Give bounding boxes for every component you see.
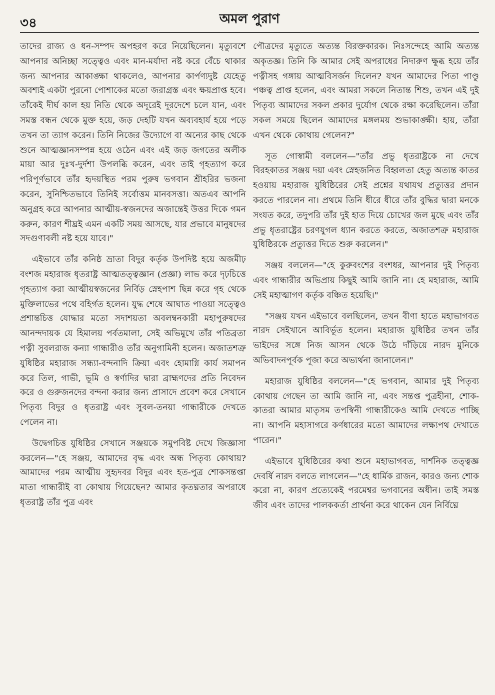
header-rule	[20, 32, 479, 33]
page-header	[20, 8, 479, 34]
paragraph: এইভাবে যুধিষ্ঠিরের কথা শুনে মহাভাগবত, দার্শনিক তত্ত্বজ্ঞ দেবর্ষি নারদ বলতে লাগলেন—"হে ধার্মিক রাজন, কারও জন্য শোক করো না, কারণ প্রত্যেকেই পরমেশ্বর ভগবানের অধীন। তাই সমস্ত জীব এবং তাদের পালককর্তা প্রার্থনা করে থাকেন যেন নির্বিঘ্নে	[253, 456, 479, 512]
right-column	[253, 40, 479, 520]
paragraph: উদ্বেগচিত্ত যুধিষ্ঠির সেখানে সঞ্জয়কে সমুপবিষ্ট দেখে জিজ্ঞাসা করলেন—"হে সঞ্জয়, আমাদের বৃদ্ধ এবং অন্ধ পিতৃব্য কোথায়? আমাদের পরম আত্মীয় সুহৃদবর বিদুর এবং হত-পুত্র শোকসন্তপ্তা মাতা গান্ধারীই বা কোথায় গিয়েছেন? আমার কৃতঘ্নতার অপরাধে ধৃতরাষ্ট্র তাঁর পুত্র এবং	[20, 438, 246, 508]
paragraph: এইভাবে তাঁর কনিষ্ঠ ভ্রাতা বিদুর কর্তৃক উপদিষ্ট হয়ে অজমীঢ় বংশজ মহারাজ ধৃতরাষ্ট্র আত্মতত্ত্বজ্ঞান (প্রজ্ঞা) লাভ করে দৃঢ়চিত্তে গৃহত্যাগ করা আত্মীয়স্বজনের নির্বিড় স্নেহপাশ ছিন্ন করে গৃহ থেকে মুক্তিলাভের পথে বহির্গত হলেন। যুদ্ধ শেষে আঘাত পাওয়া সত্ত্বেও প্রশান্তচিত্ত যোদ্ধার মতো সদাশয়তা অবলম্বনকারী মহাপুরুষদের আনন্দদায়ক যে হিমালয় পর্বতমালা, সেই অভিমুখে তাঁর পতিব্রতা পত্নী সুবলরাজ কন্যা গান্ধারীও তাঁর অনুগামিনী হলেন। অজাতশত্রু যুধিষ্ঠির মহারাজ সন্ধ্যা-বন্দনাদি ক্রিয়া এবং হোমাগ্নি কার্য সমাপন করে তিল, গাভী, ভূমি ও স্বর্ণাদির দ্বারা ব্রাহ্মণদের প্রতি নিবেদন করে ও গুরুজনদের বন্দনা করার জন্য প্রাসাদে প্রবেশ করে সেখানে পিতৃব্য বিদুর ও ধৃতরাষ্ট্র এবং সুবল-তনয়া গান্ধারীকে দেখতে পেলেন না।	[20, 255, 246, 428]
text-columns	[20, 40, 479, 520]
paragraph: মহারাজ যুধিষ্ঠির বললেন—"হে ভগবান, আমার দুই পিতৃব্য কোথায় গেছেন তা আমি জানি না, এবং সন্তপ্ত পুত্রহীনা, শোক-কাতরা আমার মাতৃসম তপস্বিনী গান্ধারীকেও আমি দেখতে পাচ্ছি না। আপনি মহাসাগরে কর্ণধারের মতো আমাদের লক্ষ্যপথ দেখাতে পারেন।"	[253, 376, 479, 446]
paragraph: তাদের রাজ্য ও ধন-সম্পদ অপহরণ করে নিয়েছিলেন। মৃত্যুবশে আপনার অনিচ্ছা সত্ত্বেও এবং মান-মর্যাদা নষ্ট করে বেঁচে থাকার জন্য আপনার আকাঙ্ক্ষা থাকলেও, আপনার কার্পণ্যদুষ্ট যেহেতু অবশ্যই একটা পুরনো পোশাকের মতো জরাগ্রস্ত এবং ক্ষয়প্রাপ্ত হবে। তাঁকেই দীর্ঘ কাল হয় নিতি থেকে অদূরেই দূরদেশে চলে যান, এবং সমস্ত বন্ধন থেকে মুক্ত হয়ে, জড় দেহটি যখন অব্যবহার্য হয়ে পড়ে তখন তা ত্যাগ করেন। তিনি নিজের উদ্যোগে বা অন্যের কাছ থেকে শুনে আত্মজ্ঞানসম্পন্ন হয়ে ওঠেন এবং এই জড় জগতের অলীক মায়া আর দুঃখ-দুর্দশা উপলব্ধি করেন, এবং তাই গৃহত্যাগ করে পরিপূর্ণভাবে তাঁর হৃদয়স্থিত পরম পুরুষ ভগবান শ্রীহরির ভজনা করেন, সুনিশ্চিতভাবে তিনিই সর্বোত্তম মানবসত্তা। অতএব আপনি অনুগ্রহ করে আপনার আত্মীয়-স্বজনদের অজান্তেই উত্তর দিকে গমন করুন, কারণ শীঘ্রই এমন একটি সময় আসছে, যার প্রভাবে মানুষদের সদগুণাবলী নষ্ট হয়ে যাবে।"	[20, 42, 246, 245]
paragraph: "সঞ্জয় যখন এইভাবে বলছিলেন, তখন বীণা হাতে মহাভাগবত নারদ সেইখানে আবির্ভূত হলেন। মহারাজ যুধিষ্ঠির তখন তাঁর ভাইদের সঙ্গে নিজ আসন থেকে উঠে দাঁড়িয়ে নারদ মুনিকে অভিবাদনপূর্বক পূজা করে অভ্যর্থনা জানালেন।"	[253, 311, 479, 366]
paragraph: সূত গোস্বামী বললেন—"তাঁর প্রভু ধৃতরাষ্ট্রকে না দেখে বিরহকাতর সঞ্জয় দয়া এবং স্নেহজনিত বিহ্বলতা হেতু অত্যন্ত কাতর হওয়ায় মহারাজ যুধিষ্ঠিরের সেই প্রশ্নের যথাযথ প্রত্যুত্তর প্রদান করতে পারলেন না। প্রথমে তিনি ধীরে ধীরে তাঁর বুদ্ধির দ্বারা মনকে সংযত করে, তদুপরি তাঁর দুই হাত দিয়ে চোখের জল মুছে এবং তাঁর প্রভু ধৃতরাষ্ট্রের চরণযুগল ধ্যান করতে করতে, অজাতশত্রু মহারাজ যুধিষ্ঠিরকে প্রত্যুত্তর দিতে শুরু করলেন।"	[253, 151, 479, 251]
left-column	[20, 40, 246, 520]
paragraph: পৌত্রদের মৃত্যুতে অত্যন্ত বিরক্তকারক। নিঃসন্দেহে আমি অত্যন্ত অকৃতজ্ঞ। তিনি কি আমার সেই অপরাধের নিদারুণ ক্ষুব্ধ হয়ে তাঁর পত্নীসহ গঙ্গায় আত্মবিসর্জন দিলেন? যখন আমাদের পিতা পাণ্ডু পঞ্চত্ব প্রাপ্ত হলেন, এবং আমরা সকলে নিতান্ত শিশু, তখন এই দুই পিতৃব্য আমাদের সকল প্রকার দুর্যোগ থেকে রক্ষা করেছিলেন। তাঁরা সকল সময়ে ছিলেন আমাদের মঙ্গলময় শুভাকাঙ্ক্ষী। হায়, তাঁরা এখন থেকে কোথায় গেলেন?"	[253, 42, 479, 141]
running-title: অমল পুরাণ	[219, 12, 280, 27]
paragraph: সঞ্জয় বললেন—"হে কুরুবংশের বংশধর, আপনার দুই পিতৃব্য এবং গান্ধারীর অভিপ্রায় কিছুই আমি জানি না। হে মহারাজ, আমি সেই মহাত্মাগণ কর্তৃক বঞ্চিত হয়েছি।"	[253, 261, 479, 301]
page-number: ৩৪	[20, 16, 37, 31]
